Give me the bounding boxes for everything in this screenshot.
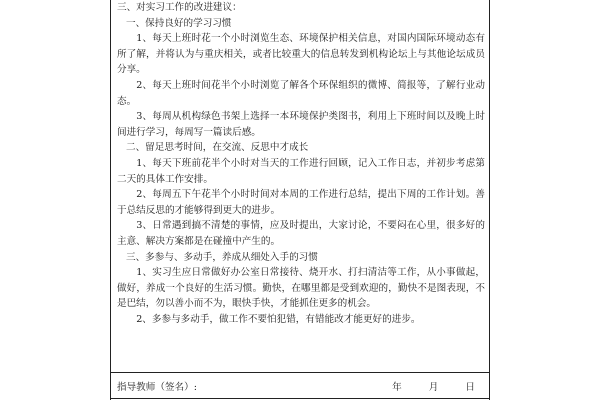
paragraph: 2、每周五下午花半个小时时间对本周的工作进行总结，提出下周的工作计划。善于总结反思的才能够得到更大的进步。 — [117, 189, 485, 216]
form-frame — [110, 0, 490, 400]
paragraph: 1、每天下班前花半个小时对当天的工作进行回顾，记入工作日志，并初步考虑第二天的具体工作安排。 — [117, 157, 485, 185]
bottom-border — [111, 398, 489, 399]
paragraph: 1、实习生应日常做好办公室日常接待、烧开水、打扫清洁等工作，从小事做起，做好，养成一个良好的生活习惯。勤快，在哪里都是受到欢迎的，勤快不是图表现，不是巴结，勿以善小而不为，眼快手快，才能抓住更多的机会。 — [117, 267, 485, 310]
paragraph: 3、每周从机构绿色书架上选择一本环境保护类图书，利用上下班时间以及晚上时间进行学习，每周写一篇读后感。 — [117, 111, 485, 138]
month-label: 月 — [428, 382, 439, 393]
signature-label: 指导教师（签名）: — [117, 382, 197, 393]
year-label: 年 — [392, 382, 402, 393]
group-heading-2: 二、留足思考时间，在交流、反思中才成长 — [126, 142, 309, 154]
divider — [111, 372, 489, 373]
date-fields — [368, 380, 475, 396]
document-body — [111, 0, 489, 372]
group-heading-3: 三、多参与、多动手，养成从细处入手的习惯 — [126, 251, 318, 263]
section-title: 三、对实习工作的改进建议： — [117, 2, 242, 13]
group-heading-1: 一、保持良好的学习习惯 — [126, 17, 232, 29]
paragraph: 3、日常遇到搞不清楚的事情，应及时提出，大家讨论，不要闷在心里，很多好的主意、解决方案都是在碰撞中产生的。 — [117, 220, 485, 247]
signature-row — [117, 380, 483, 396]
day-label: 日 — [465, 382, 475, 393]
paragraph: 1、每天上班时花一个小时浏览生态、环境保护相关信息，对国内国际环境动态有所了解，并将认为与重庆相关，或者比较重大的信息转发到机构论坛上与其他论坛成员分享。 — [117, 33, 485, 76]
paragraph: 2、多参与多动手，做工作不要怕犯错，有错能改才能更好的进步。 — [136, 313, 421, 325]
paragraph: 2、每天上班时间花半个小时浏览了解各个环保组织的微博、简报等，了解行业动态。 — [117, 79, 485, 107]
